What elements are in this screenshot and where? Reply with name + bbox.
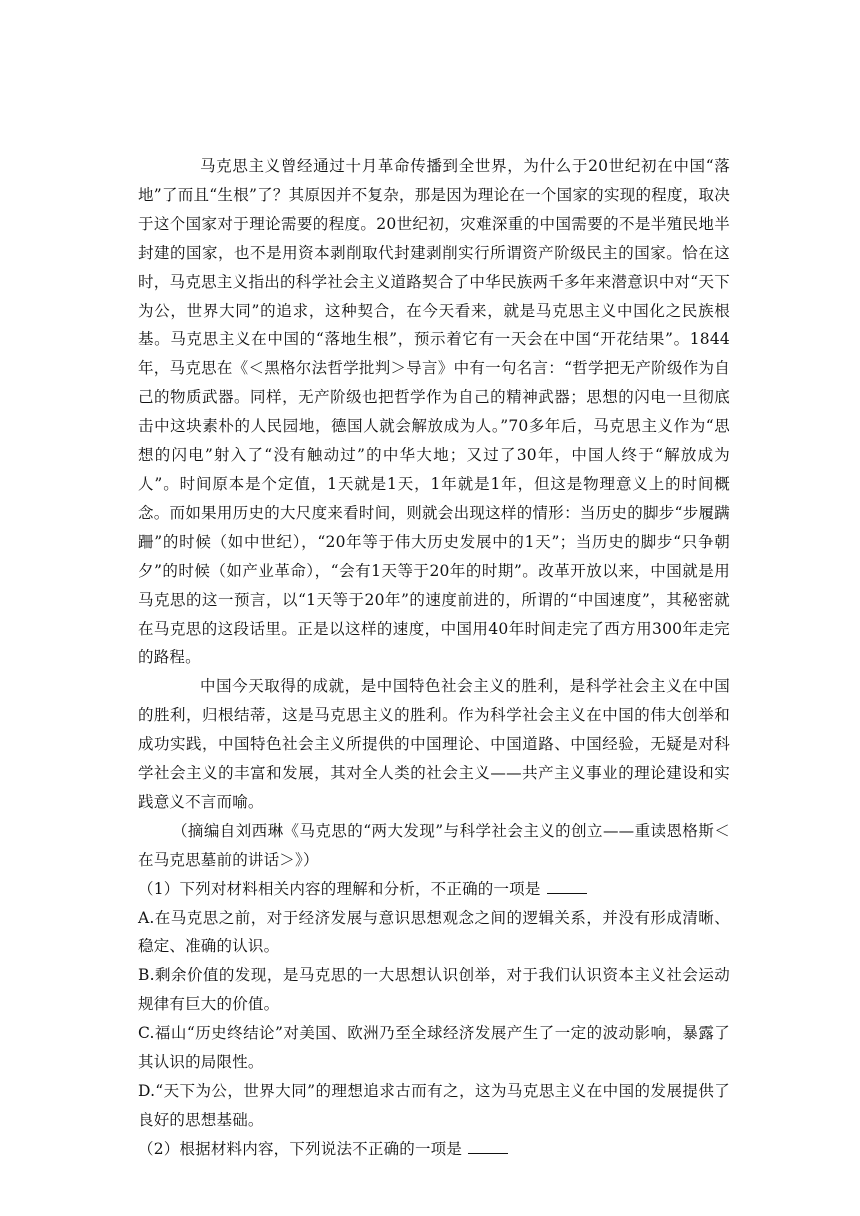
question-1-option-a: A.在马克思之前，对于经济发展与意识思想观念之间的逻辑关系，并没有形成清晰、稳定、准确的认识。 [138,908,730,956]
document-page [138,152,730,1164]
question-1-stem-text: （1）下列对材料相关内容的理解和分析，不正确的一项是 [138,879,541,898]
question-1-option-d: D.“天下为公，世界大同”的理想追求古而有之，这为马克思主义在中国的发展提供了良好的思想基础。 [138,1082,730,1129]
question-2-stem [138,1135,730,1164]
source-citation: （摘编自刘西琳《马克思的“两大发现”与科学社会主义的创立——重读恩格斯＜在马克思墓前的讲话＞》） [138,821,730,869]
question-2-stem-text: （2）根据材料内容，下列说法不正确的一项是 [138,1139,463,1158]
answer-blank-1[interactable] [547,877,587,894]
body-paragraph-2: 中国今天取得的成就，是中国特色社会主义的胜利，是科学社会主义在中国的胜利，归根结蒂，这是马克思主义的胜利。作为科学社会主义在中国的伟大创举和成功实践，中国特色社会主义所提供的中国理论、中国道路、中国经验，无疑是对科学社会主义的丰富和发展，其对全人类的社会主义——共产主义事业的理论建设和实践意义不言而喻。 [138,677,730,811]
body-paragraph-1: 马克思主义曾经通过十月革命传播到全世界，为什么于20世纪初在中国“落地”了而且“生根”了？其原因并不复杂，那是因为理论在一个国家的实现的程度，取决于这个国家对于理论需要的程度。20世纪初，灾难深重的中国需要的不是半殖民地半封建的国家，也不是用资本剥削取代封建剥削实行所谓资产阶级民主的国家。恰在这时，马克思主义指出的科学社会主义道路契合了中华民族两千多年来潜意识中对“天下为公，世界大同”的追求，这种契合，在今天看来，就是马克思主义中国化之民族根基。马克思主义在中国的“落地生根”，预示着它有一天会在中国“开花结果”。1844年，马克思在《＜黑格尔法哲学批判＞导言》中有一句名言：“哲学把无产阶级作为自己的物质武器。同样，无产阶级也把哲学作为自己的精神武器；思想的闪电一旦彻底击中这块素朴的人民园地，德国人就会解放成为人。”70多年后，马克思主义作为“思想的闪电”射入了“没有触动过”的中华大地；又过了30年，中国人终于“解放成为人”。时间原本是个定值，1天就是1天，1年就是1年，但这是物理意义上的时间概念。而如果用历史的大尺度来看时间，则就会出现这样的情形：当历史的脚步“步履蹒跚”的时候（如中世纪），“20年等于伟大历史发展中的1天”；当历史的脚步“只争朝夕”的时候（如产业革命），“会有1天等于20年的时期”。改革开放以来，中国就是用马克思的这一预言，以“1天等于20年”的速度前进的，所谓的“中国速度”，其秘密就在马克思的这段话里。正是以这样的速度，中国用40年时间走完了西方用300年走完的路程。 [138,157,730,667]
question-1-stem [138,875,730,904]
answer-blank-2[interactable] [468,1137,508,1154]
question-1-option-c: C.福山“历史终结论”对美国、欧洲乃至全球经济发展产生了一定的波动影响，暴露了其认识的局限性。 [138,1024,730,1072]
question-1-option-b: B.剩余价值的发现，是马克思的一大思想认识创举，对于我们认识资本主义社会运动规律有巨大的价值。 [138,966,730,1014]
